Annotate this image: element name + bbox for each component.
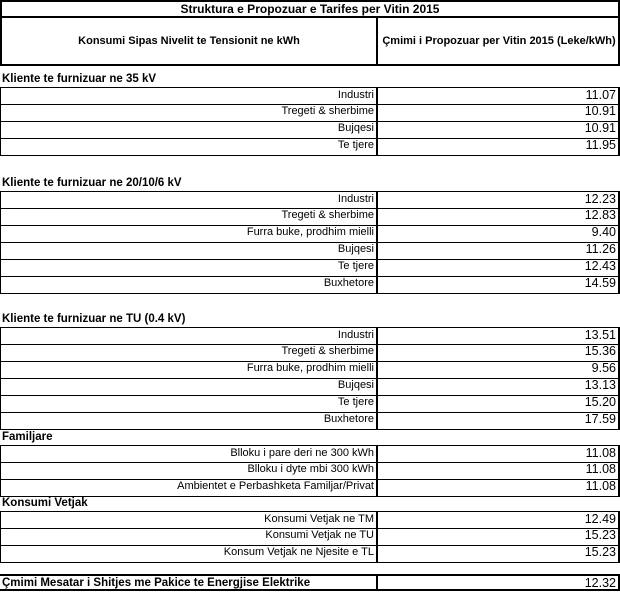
row-value: 15.36 — [378, 344, 620, 361]
row-label: Te tjere — [0, 395, 378, 412]
table-row — [0, 378, 620, 396]
section-title: Kliente te furnizuar ne TU (0.4 kV) — [2, 313, 186, 325]
summary-value: 12.32 — [378, 576, 620, 589]
table-row — [0, 121, 620, 139]
section-title: Konsumi Vetjak — [2, 497, 88, 509]
table-row — [0, 412, 620, 430]
row-label: Tregeti & sherbime — [0, 104, 378, 121]
row-label: Tregeti & sherbime — [0, 208, 378, 225]
row-value: 15.23 — [378, 528, 620, 545]
table-row — [0, 395, 620, 413]
table-header — [0, 18, 620, 66]
row-label: Bujqesi — [0, 121, 378, 138]
row-value: 12.23 — [378, 192, 620, 208]
row-label: Bujqesi — [0, 378, 378, 395]
row-label: Blloku i pare deri ne 300 kWh — [0, 446, 378, 462]
row-value: 12.43 — [378, 259, 620, 276]
section-title: Kliente te furnizuar ne 20/10/6 kV — [2, 177, 182, 189]
table-row — [0, 138, 620, 156]
row-label: Konsumi Vetjak ne TU — [0, 528, 378, 545]
row-label: Te tjere — [0, 259, 378, 276]
row-value: 9.56 — [378, 361, 620, 378]
row-value: 15.20 — [378, 395, 620, 412]
row-label: Ambientet e Perbashketa Familjar/Privat — [0, 479, 378, 496]
table-row — [0, 225, 620, 243]
row-label: Buxhetore — [0, 276, 378, 293]
table-row — [0, 327, 620, 345]
row-value: 10.91 — [378, 104, 620, 121]
table-row — [0, 462, 620, 480]
row-value: 9.40 — [378, 225, 620, 242]
section-title: Familjare — [2, 431, 53, 443]
table-row — [0, 242, 620, 260]
row-label: Konsumi Vetjak ne TM — [0, 512, 378, 528]
row-value: 10.91 — [378, 121, 620, 138]
row-value: 11.07 — [378, 88, 620, 104]
table-row — [0, 445, 620, 463]
table-row — [0, 191, 620, 209]
table-row — [0, 104, 620, 122]
summary-label: Çmimi Mesatar i Shitjes me Pakice te Energjise Elektrike — [0, 576, 378, 589]
section-title: Kliente te furnizuar ne 35 kV — [2, 73, 157, 85]
row-label: Konsum Vetjak ne Njesite e TL — [0, 545, 378, 562]
row-label: Bujqesi — [0, 242, 378, 259]
row-value: 17.59 — [378, 412, 620, 429]
row-label: Blloku i dyte mbi 300 kWh — [0, 462, 378, 479]
row-label: Buxhetore — [0, 412, 378, 429]
row-value: 12.83 — [378, 208, 620, 225]
summary-row — [0, 574, 620, 591]
row-value: 11.08 — [378, 479, 620, 496]
header-consumption-column: Konsumi Sipas Nivelit te Tensionit ne kWh — [2, 18, 378, 64]
row-value: 15.23 — [378, 545, 620, 562]
row-value: 13.13 — [378, 378, 620, 395]
table-row — [0, 259, 620, 277]
row-label: Industri — [0, 192, 378, 208]
row-label: Furra buke, prodhim mielli — [0, 361, 378, 378]
table-row — [0, 479, 620, 497]
table-row — [0, 344, 620, 362]
row-value: 12.49 — [378, 512, 620, 528]
table-row — [0, 276, 620, 294]
table-row — [0, 528, 620, 546]
table-row — [0, 208, 620, 226]
row-label: Te tjere — [0, 138, 378, 155]
row-value: 11.08 — [378, 462, 620, 479]
table-row — [0, 511, 620, 529]
row-value: 11.95 — [378, 138, 620, 155]
row-value: 14.59 — [378, 276, 620, 293]
row-label: Furra buke, prodhim mielli — [0, 225, 378, 242]
table-row — [0, 545, 620, 563]
row-label: Industri — [0, 88, 378, 104]
table-row — [0, 361, 620, 379]
row-label: Industri — [0, 328, 378, 344]
table-title: Struktura e Propozuar e Tarifes per Vitin 2015 — [0, 0, 620, 18]
row-value: 11.26 — [378, 242, 620, 259]
row-value: 11.08 — [378, 446, 620, 462]
row-label: Tregeti & sherbime — [0, 344, 378, 361]
header-price-column: Çmimi i Propozuar per Vitin 2015 (Leke/kWh) — [382, 35, 616, 47]
row-value: 13.51 — [378, 328, 620, 344]
table-row — [0, 87, 620, 105]
